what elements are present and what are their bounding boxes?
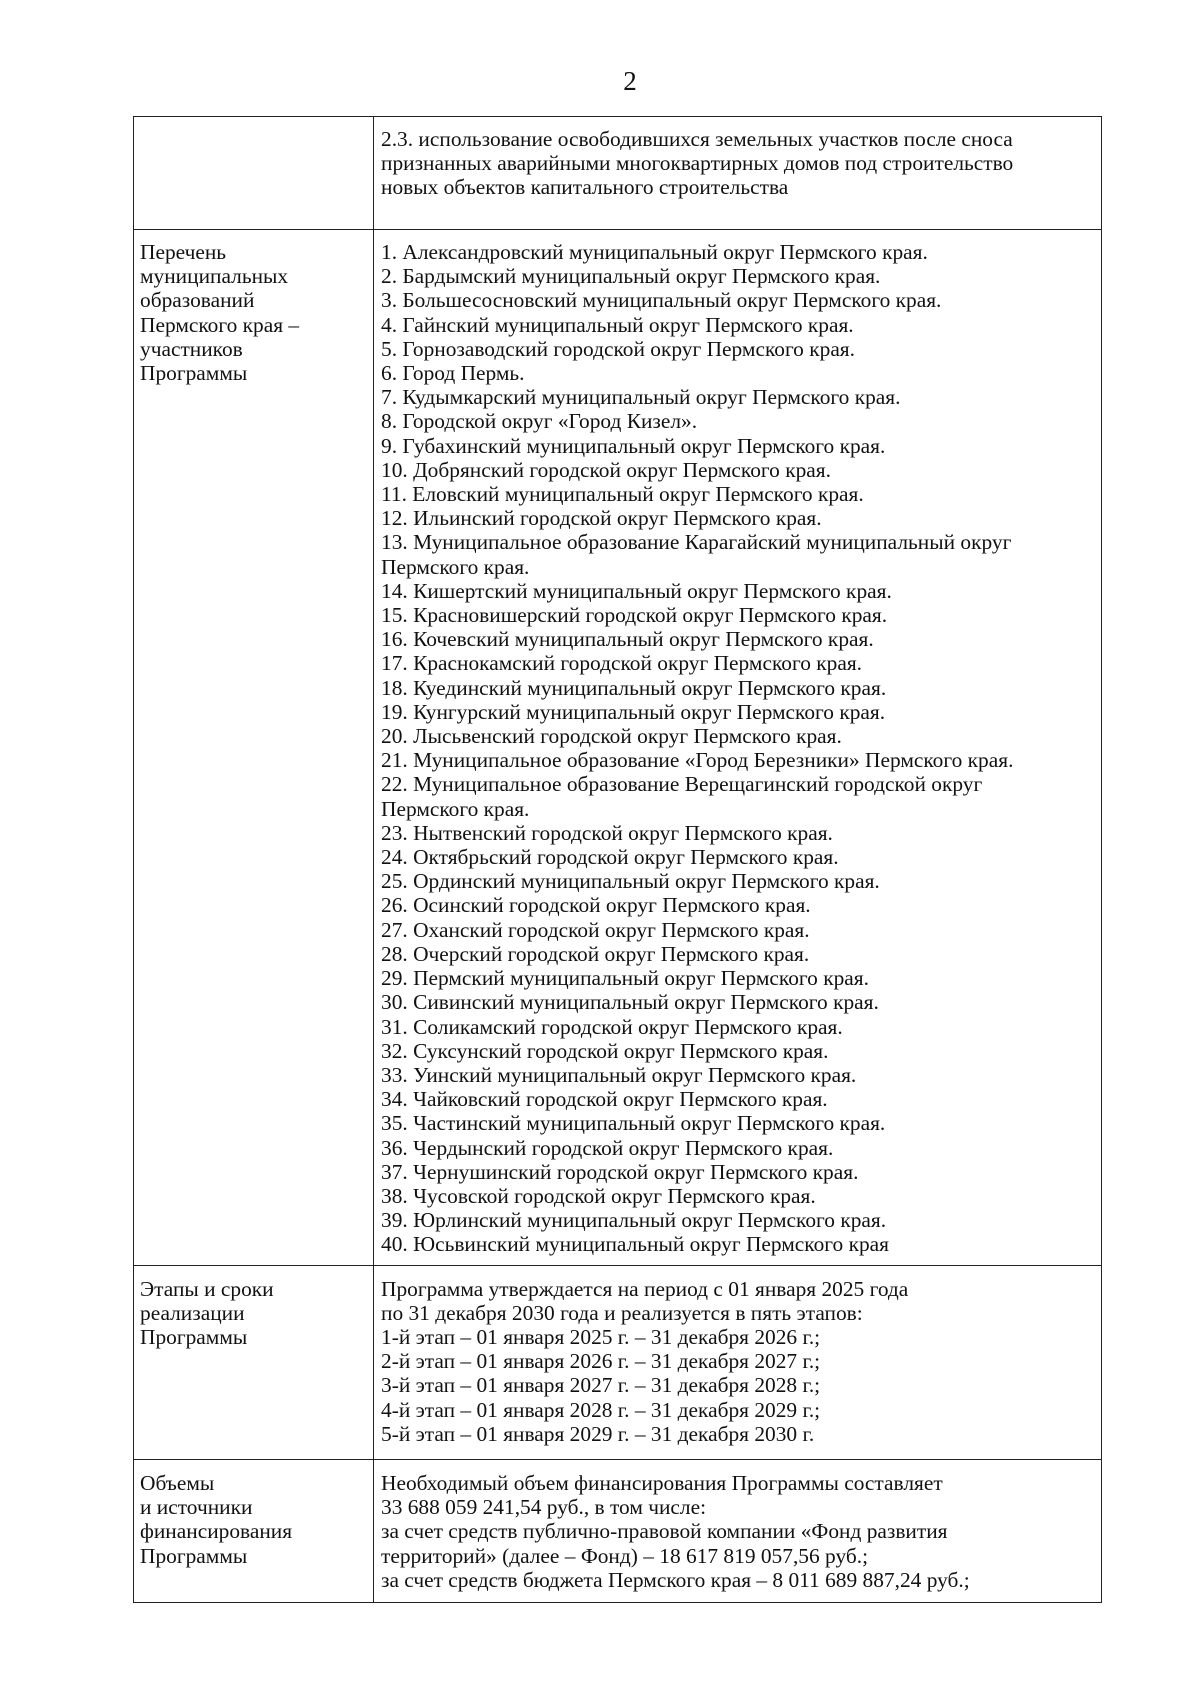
text-line: территорий» (далее – Фонд) – 18 617 819 057,56 руб.; [381, 1543, 869, 1568]
list-item: 3. Большесосновский муниципальный округ Пермского края. [381, 288, 942, 313]
stages-content [374, 1265, 1102, 1459]
list-item: 36. Чердынский городской округ Пермского края. [381, 1135, 834, 1160]
list-item: 34. Чайковский городской округ Пермского края. [381, 1087, 828, 1112]
list-item: 31. Соликамский городской округ Пермского края. [381, 1014, 843, 1039]
label-line: образований [140, 288, 255, 313]
list-item: 29. Пермский муниципальный округ Пермского края. [381, 966, 869, 991]
list-item: 19. Кунгурский муниципальный округ Пермского края. [381, 699, 886, 724]
list-item: 5. Горнозаводский городской округ Пермского края. [381, 336, 855, 361]
text-line: Необходимый объем финансирования Программы составляет [381, 1470, 943, 1495]
list-item: 13. Муниципальное образование Карагайский муниципальный округ [381, 530, 1012, 555]
stage-item: 2-й этап – 01 января 2026 г. – 31 декабря 2027 г.; [381, 1349, 821, 1374]
label-line: муниципальных [140, 264, 289, 289]
text-line: новых объектов капитального строительства [381, 175, 789, 200]
list-item: 22. Муниципальное образование Верещагинский городской округ [381, 772, 983, 797]
row-label-cell [134, 230, 374, 1266]
row-label-cell [134, 117, 374, 230]
list-item: 7. Кудымкарский муниципальный округ Пермского края. [381, 385, 901, 410]
list-item: 1. Александровский муниципальный округ Пермского края. [381, 240, 928, 264]
stage-item: 3-й этап – 01 января 2027 г. – 31 декабря 2028 г.; [381, 1373, 821, 1398]
list-item: 15. Красновишерский городской округ Пермского края. [381, 603, 888, 628]
list-item: 24. Октябрьский городской округ Пермского края. [381, 845, 839, 870]
label-line: Объемы [140, 1470, 215, 1495]
list-item: 39. Юрлинский муниципальный округ Пермского края. [381, 1208, 887, 1233]
text-line: признанных аварийными многоквартирных домов под строительство [381, 151, 1014, 176]
list-item: 20. Лысьвенский городской округ Пермского края. [381, 724, 842, 749]
list-item: 21. Муниципальное образование «Город Березники» Пермского края. [381, 748, 1014, 773]
label-line: Программы [140, 1543, 248, 1568]
program-passport-table [133, 116, 1102, 1603]
row-label-cell [134, 1459, 374, 1602]
text-line: 33 688 059 241,54 руб., в том числе: [381, 1495, 707, 1520]
stage-item: 4-й этап – 01 января 2028 г. – 31 декабря 2029 г.; [381, 1397, 821, 1422]
label-line: Этапы и сроки [140, 1276, 274, 1301]
list-item: 16. Кочевский муниципальный округ Пермского края. [381, 627, 874, 652]
table-row-municipalities [134, 230, 1102, 1266]
municipality-list [374, 230, 1102, 1266]
list-item: 30. Сивинский муниципальный округ Пермского края. [381, 990, 879, 1015]
label-line: Программы [140, 361, 248, 386]
label-line: финансирования [140, 1519, 293, 1544]
label-line: Перечень [140, 240, 227, 264]
financing-content [374, 1459, 1102, 1602]
list-item: 6. Город Пермь. [381, 361, 525, 386]
label-line: Пермского края – [140, 312, 300, 337]
list-item: 4. Гайнский муниципальный округ Пермского края. [381, 312, 854, 337]
list-item: 33. Уинский муниципальный округ Пермского края. [381, 1062, 857, 1087]
table-row-stages [134, 1265, 1102, 1459]
list-item: 32. Суксунский городской округ Пермского края. [381, 1038, 829, 1063]
list-item: Пермского края. [381, 796, 530, 821]
stage-item: 1-й этап – 01 января 2025 г. – 31 декабря 2026 г.; [381, 1324, 821, 1349]
page-number: 2 [623, 66, 637, 96]
label-line: реализации [140, 1300, 245, 1325]
list-item: Пермского края. [381, 554, 530, 579]
list-item: 37. Чернушинский городской округ Пермского края. [381, 1159, 859, 1184]
label-line: участников [140, 336, 243, 361]
label-line: и источники [140, 1495, 253, 1520]
list-item: 26. Осинский городской округ Пермского края. [381, 893, 811, 918]
list-item: 11. Еловский муниципальный округ Пермского края. [381, 482, 864, 507]
text-line: 2.3. использование освободившихся земельных участков после сноса [381, 127, 1013, 151]
row-label-cell [134, 1265, 374, 1459]
list-item: 17. Краснокамский городской округ Пермского края. [381, 651, 863, 676]
text-line: по 31 декабря 2030 года и реализуется в пять этапов: [381, 1300, 863, 1325]
table-row-land-use [134, 117, 1102, 230]
table-row-financing [134, 1459, 1102, 1602]
text-line: за счет средств бюджета Пермского края – 8 011 689 887,24 руб.; [381, 1567, 970, 1592]
list-item: 25. Ординский муниципальный округ Пермского края. [381, 869, 880, 894]
row-content-cell [374, 117, 1102, 230]
stage-item: 5-й этап – 01 января 2029 г. – 31 декабря 2030 г. [381, 1421, 815, 1446]
text-line: Программа утверждается на период с 01 января 2025 года [381, 1276, 909, 1301]
label-line: Программы [140, 1324, 248, 1349]
list-item: 10. Добрянский городской округ Пермского края. [381, 457, 831, 482]
list-item: 40. Юсьвинский муниципальный округ Пермского края [381, 1232, 890, 1257]
list-item: 18. Куединский муниципальный округ Пермского края. [381, 675, 887, 700]
list-item: 35. Частинский муниципальный округ Пермского края. [381, 1111, 886, 1136]
list-item: 9. Губахинский муниципальный округ Пермского края. [381, 433, 886, 458]
list-item: 14. Кишертский муниципальный округ Пермского края. [381, 578, 892, 603]
list-item: 23. Нытвенский городской округ Пермского края. [381, 820, 833, 845]
list-item: 38. Чусовской городской округ Пермского края. [381, 1183, 816, 1208]
list-item: 12. Ильинский городской округ Пермского края. [381, 506, 822, 531]
list-item: 27. Оханский городской округ Пермского края. [381, 917, 810, 942]
list-item: 8. Городской округ «Город Кизел». [381, 409, 698, 434]
text-line: за счет средств публично-правовой компании «Фонд развития [381, 1519, 948, 1544]
list-item: 2. Бардымский муниципальный округ Пермского края. [381, 264, 881, 289]
list-item: 28. Очерский городской округ Пермского края. [381, 941, 810, 966]
